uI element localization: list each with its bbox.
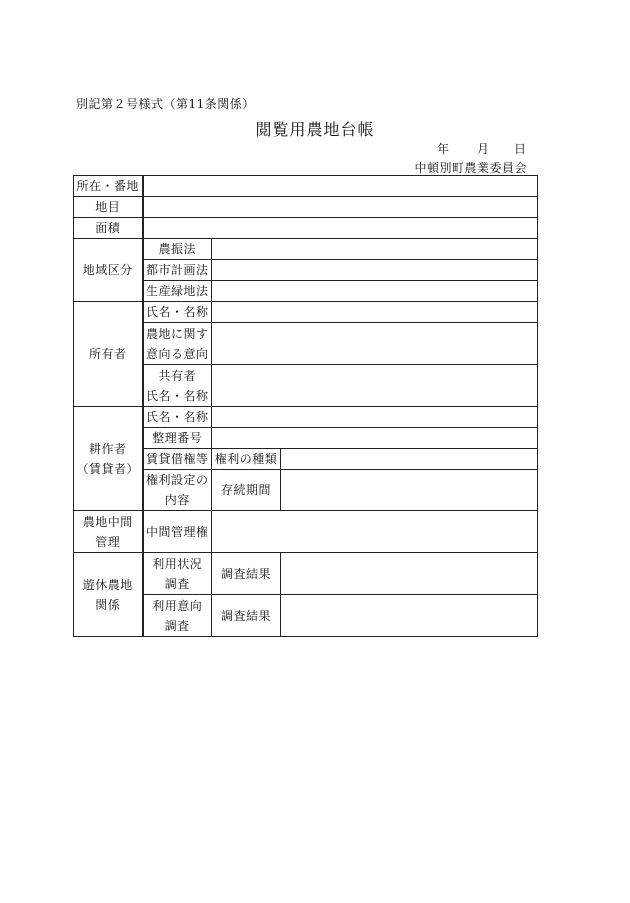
farmland-ledger-table (73, 175, 538, 637)
value-agri-promotion-act (212, 239, 538, 260)
value-productive-green-act (212, 281, 538, 302)
value-duration (281, 470, 538, 511)
label-duration: 存続期間 (212, 470, 281, 511)
row-zoning-green (74, 281, 538, 302)
label-cultivator: 耕作者 （賃貸者） (74, 407, 143, 511)
row-intermediary (74, 511, 538, 553)
label-location: 所在・番地 (74, 176, 143, 197)
label-owner: 所有者 (74, 302, 143, 407)
label-right-type: 権利の種類 (212, 449, 281, 470)
label-owner-intention: 農地に関す 意向る意向 (143, 323, 212, 365)
value-co-owner (212, 365, 538, 407)
form-reference-note: 別記第２号様式（第11条関係） (76, 97, 255, 111)
row-location (74, 176, 538, 197)
date-day-label: 日 (514, 142, 527, 156)
value-owner-name (212, 302, 538, 323)
label-agri-promotion-act: 農振法 (143, 239, 212, 260)
row-usage-intent (74, 595, 538, 637)
row-cultivator-name (74, 407, 538, 428)
value-cultivator-name (212, 407, 538, 428)
row-lease-rights (74, 449, 538, 470)
value-intermediary-right (212, 511, 538, 553)
value-reference-number (212, 428, 538, 449)
label-land-category: 地目 (74, 197, 143, 218)
label-productive-green-act: 生産緑地法 (143, 281, 212, 302)
date-year-label: 年 (437, 142, 450, 156)
value-usage-intent-result (281, 595, 538, 637)
label-zoning: 地域区分 (74, 239, 143, 302)
label-city-planning-act: 都市計画法 (143, 260, 212, 281)
label-right-setting: 権利設定の 内容 (143, 470, 212, 511)
row-zoning-city (74, 260, 538, 281)
date-month-label: 月 (477, 142, 490, 156)
label-co-owner: 共有者 氏名・名称 (143, 365, 212, 407)
label-owner-name: 氏名・名称 (143, 302, 212, 323)
label-usage-status-survey: 利用状況 調査 (143, 553, 212, 595)
page-title: 閲覧用農地台帳 (255, 120, 375, 139)
label-intermediary-right: 中間管理権 (143, 511, 212, 553)
label-usage-status-result: 調査結果 (212, 553, 281, 595)
value-city-planning-act (212, 260, 538, 281)
label-lease-rights: 賃貸借権等 (143, 449, 212, 470)
value-land-category (143, 197, 538, 218)
label-area: 面積 (74, 218, 143, 239)
row-owner-name (74, 302, 538, 323)
value-usage-status-result (281, 553, 538, 595)
value-right-type (281, 449, 538, 470)
label-cultivator-name: 氏名・名称 (143, 407, 212, 428)
label-idle-land: 遊休農地 関係 (74, 553, 143, 637)
row-owner-intention (74, 323, 538, 365)
row-reference-number (74, 428, 538, 449)
label-usage-intent-result: 調査結果 (212, 595, 281, 637)
value-owner-intention (212, 323, 538, 365)
row-co-owner (74, 365, 538, 407)
organization-name: 中頓別町農業委員会 (414, 161, 527, 175)
row-land-category (74, 197, 538, 218)
label-usage-intent-survey: 利用意向 調査 (143, 595, 212, 637)
row-zoning-agri (74, 239, 538, 260)
label-reference-number: 整理番号 (143, 428, 212, 449)
value-location (143, 176, 538, 197)
label-intermediary: 農地中間 管理 (74, 511, 143, 553)
row-usage-status (74, 553, 538, 595)
row-area (74, 218, 538, 239)
value-area (143, 218, 538, 239)
